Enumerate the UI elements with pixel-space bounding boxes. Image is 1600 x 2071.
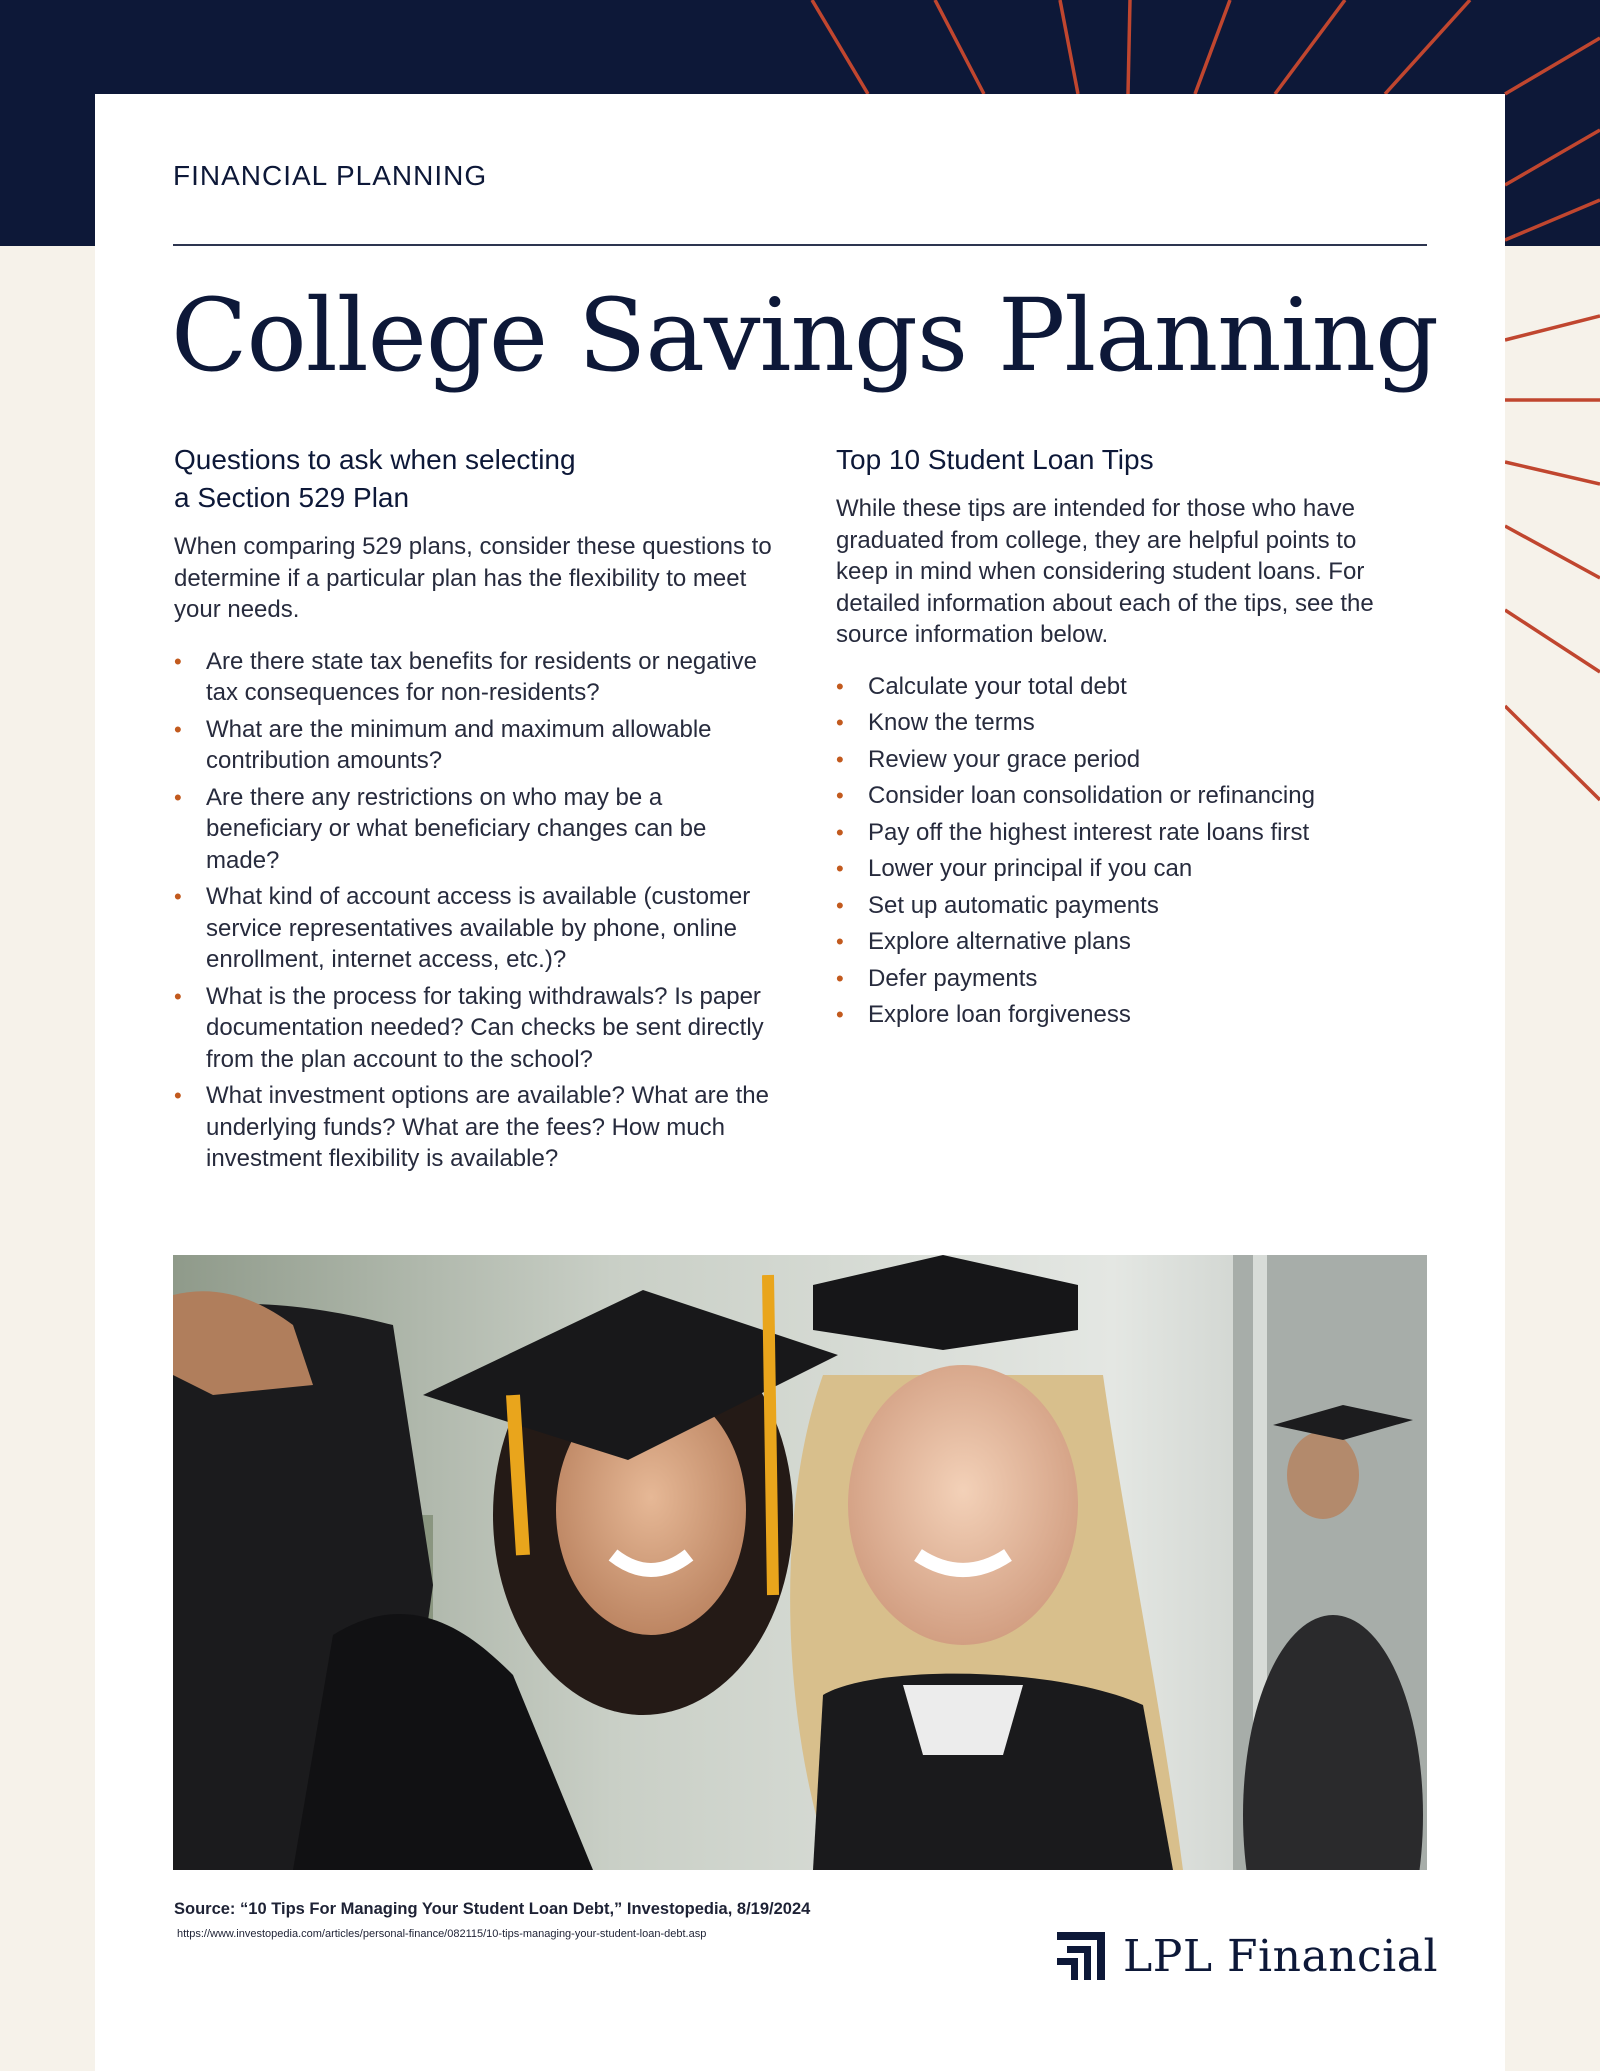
bullet-icon: • <box>836 929 844 954</box>
bullet-icon: • <box>174 884 182 909</box>
bullet-icon: • <box>174 784 182 810</box>
bullet-icon: • <box>174 648 182 674</box>
student-loan-tips-heading: Top 10 Student Loan Tips <box>836 444 1154 475</box>
student-loan-tips-list <box>836 671 1396 1031</box>
source-citation: Source: “10 Tips For Managing Your Student Loan Debt,” Investopedia, 8/19/2024 <box>174 1900 811 1918</box>
section-529-intro: When comparing 529 plans, consider these questions to determine if a particular plan has the flexibility to meet your needs. <box>174 533 772 623</box>
section-529-heading-line2: a Section 529 Plan <box>174 482 410 513</box>
list-item-text: Are there state tax benefits for residents or negative tax consequences for non-residents? <box>206 647 757 706</box>
list-item-text: Explore alternative plans <box>868 928 1131 955</box>
content-card <box>95 94 1505 2071</box>
list-item <box>174 782 774 877</box>
list-item <box>174 1080 774 1175</box>
lpl-logo-icon <box>1057 1932 1105 1980</box>
list-item-text: Pay off the highest interest rate loans first <box>868 818 1310 846</box>
bullet-icon: • <box>836 746 844 772</box>
list-item <box>174 714 774 777</box>
lpl-logo <box>1057 1928 1438 1984</box>
list-item-text: Explore loan forgiveness <box>868 1001 1131 1028</box>
list-item-text: Are there any restrictions on who may be a beneficiary or what beneficiary changes can be made? <box>206 783 707 874</box>
list-item <box>836 963 1396 995</box>
bullet-icon: • <box>174 716 182 742</box>
list-item-text: What investment options are available? What are the underlying funds? What are the fees? How much investment flexibility is available? <box>206 1082 769 1172</box>
source-url: https://www.investopedia.com/articles/personal-finance/082115/10-tips-managing-your-student-loan-debt.asp <box>177 1928 707 1940</box>
bullet-icon: • <box>836 1002 844 1027</box>
page-title: College Savings Planning <box>171 277 1439 394</box>
list-item-text: Defer payments <box>868 964 1038 992</box>
list-item <box>174 981 774 1076</box>
section-529-question-list <box>174 646 774 1175</box>
list-item-text: Review your grace period <box>868 745 1141 773</box>
bullet-icon: • <box>836 856 844 881</box>
list-item <box>836 926 1396 958</box>
bullet-icon: • <box>836 673 844 699</box>
list-item <box>836 890 1396 922</box>
eyebrow-category: FINANCIAL PLANNING <box>173 160 488 191</box>
header-divider <box>173 244 1427 246</box>
graduates-photo <box>173 1255 1427 1870</box>
student-loan-tips <box>836 441 1396 1036</box>
bullet-icon: • <box>836 892 844 918</box>
list-item <box>836 817 1396 849</box>
list-item <box>836 853 1396 885</box>
list-item-text: What are the minimum and maximum allowable contribution amounts? <box>206 715 712 774</box>
list-item-text: Consider loan consolidation or refinancing <box>868 782 1315 809</box>
bullet-icon: • <box>836 783 844 808</box>
bullet-icon: • <box>174 983 182 1009</box>
list-item-text: Set up automatic payments <box>868 891 1159 919</box>
list-item-text: What kind of account access is available (customer service representatives available by phone, online enrollment, internet access, etc.)? <box>206 883 751 973</box>
list-item-text: Lower your principal if you can <box>868 855 1193 882</box>
bullet-icon: • <box>836 819 844 845</box>
bullet-icon: • <box>836 710 844 735</box>
list-item-text: Calculate your total debt <box>868 672 1127 700</box>
list-item <box>836 671 1396 703</box>
list-item <box>836 744 1396 776</box>
list-item-text: What is the process for taking withdrawals? Is paper documentation needed? Can checks be sent directly from the plan account to the school? <box>206 982 764 1073</box>
student-loan-tips-intro: While these tips are intended for those who have graduated from college, they are helpful points to keep in mind when considering student loans. For detailed information about each of the tips, see the source information below. <box>836 495 1374 648</box>
list-item <box>836 999 1396 1031</box>
section-529-heading <box>174 441 774 517</box>
section-529-heading-line1: Questions to ask when selecting <box>174 444 576 475</box>
lpl-logo-text: LPL Financial <box>1123 1930 1439 1982</box>
bullet-icon: • <box>836 965 844 991</box>
bullet-icon: • <box>174 1083 182 1108</box>
section-529-questions <box>174 441 774 1180</box>
list-item-text: Know the terms <box>868 709 1035 736</box>
list-item <box>174 646 774 709</box>
list-item <box>174 881 774 976</box>
list-item <box>836 707 1396 739</box>
list-item <box>836 780 1396 812</box>
